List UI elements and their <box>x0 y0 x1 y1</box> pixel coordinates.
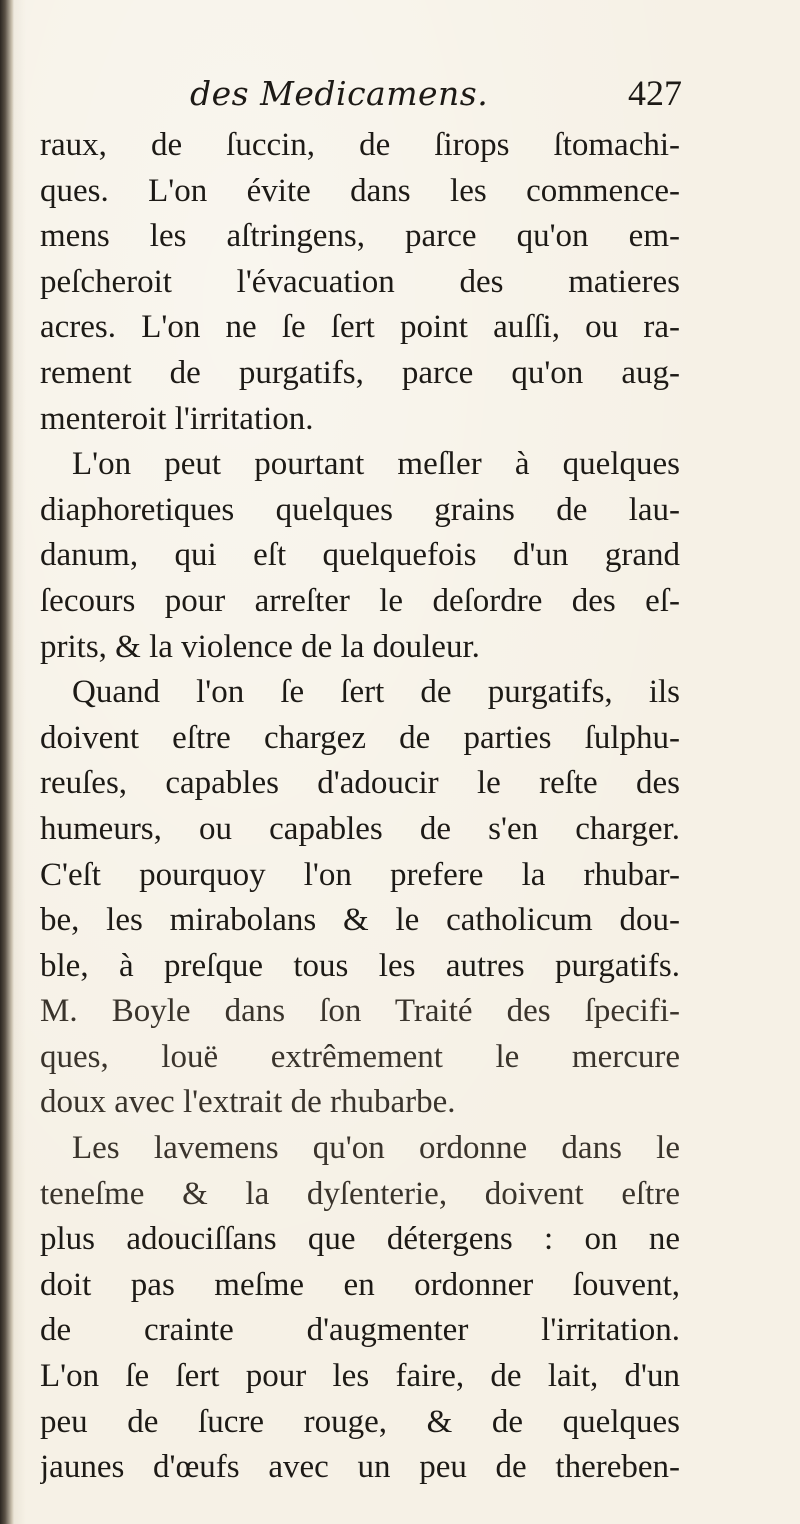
text-line: danum, qui eſt quelquefois d'un grand <box>40 537 680 574</box>
text-line: ſecours pour arreſter le deſordre des eſ- <box>40 582 680 619</box>
text-line: prits, & la violence de la douleur. <box>40 628 480 665</box>
text-line: de crainte d'augmenter l'irritation. <box>40 1312 680 1349</box>
text-line: menteroit l'irritation. <box>40 400 314 437</box>
text-line: peſcheroit l'évacuation des matieres <box>40 263 680 300</box>
page-number: 427 <box>628 73 682 113</box>
text-line: M. Boyle dans ſon Traité des ſpecifi- <box>40 993 680 1030</box>
page-header <box>190 68 690 124</box>
running-title: des Medicamens. <box>190 74 489 113</box>
body-text <box>40 123 680 1491</box>
text-line: Les lavemens qu'on ordonne dans le <box>72 1130 680 1167</box>
text-line: Quand l'on ſe ſert de purgatifs, ils <box>72 674 680 711</box>
text-line: be, les mirabolans & le catholicum dou- <box>40 902 680 939</box>
text-line: rement de purgatifs, parce qu'on aug- <box>40 354 680 391</box>
text-line: plus adouciſſans que détergens : on ne <box>40 1221 680 1258</box>
text-line: ques, louë extrêmement le mercure <box>40 1038 680 1075</box>
text-line: doux avec l'extrait de rhubarbe. <box>40 1084 456 1121</box>
text-line: raux, de ſuccin, de ſirops ſtomachi- <box>40 127 680 163</box>
text-line: peu de ſucre rouge, & de quelques <box>40 1403 680 1440</box>
text-line: diaphoretiques quelques grains de lau- <box>40 491 680 528</box>
page-gutter <box>0 0 14 1524</box>
text-line: doivent eſtre chargez de parties ſulphu- <box>40 719 680 756</box>
text-line: teneſme & la dyſenterie, doivent eſtre <box>40 1175 680 1212</box>
text-line: L'on peut pourtant meſler à quelques <box>72 446 680 483</box>
text-line: reuſes, capables d'adoucir le reſte des <box>40 765 680 802</box>
text-line: doit pas meſme en ordonner ſouvent, <box>40 1266 680 1303</box>
text-line: humeurs, ou capables de s'en charger. <box>40 810 680 847</box>
text-line: ques. L'on évite dans les commence- <box>40 172 680 209</box>
text-line: acres. L'on ne ſe ſert point auſſi, ou ra- <box>40 309 680 346</box>
text-line: jaunes d'œufs avec un peu de thereben- <box>40 1449 680 1486</box>
text-line: mens les aſtringens, parce qu'on em- <box>40 218 680 255</box>
text-line: C'eſt pourquoy l'on prefere la rhubar- <box>40 856 680 893</box>
text-line: ble, à preſque tous les autres purgatifs. <box>40 947 680 984</box>
text-line: L'on ſe ſert pour les faire, de lait, d'un <box>40 1358 680 1395</box>
